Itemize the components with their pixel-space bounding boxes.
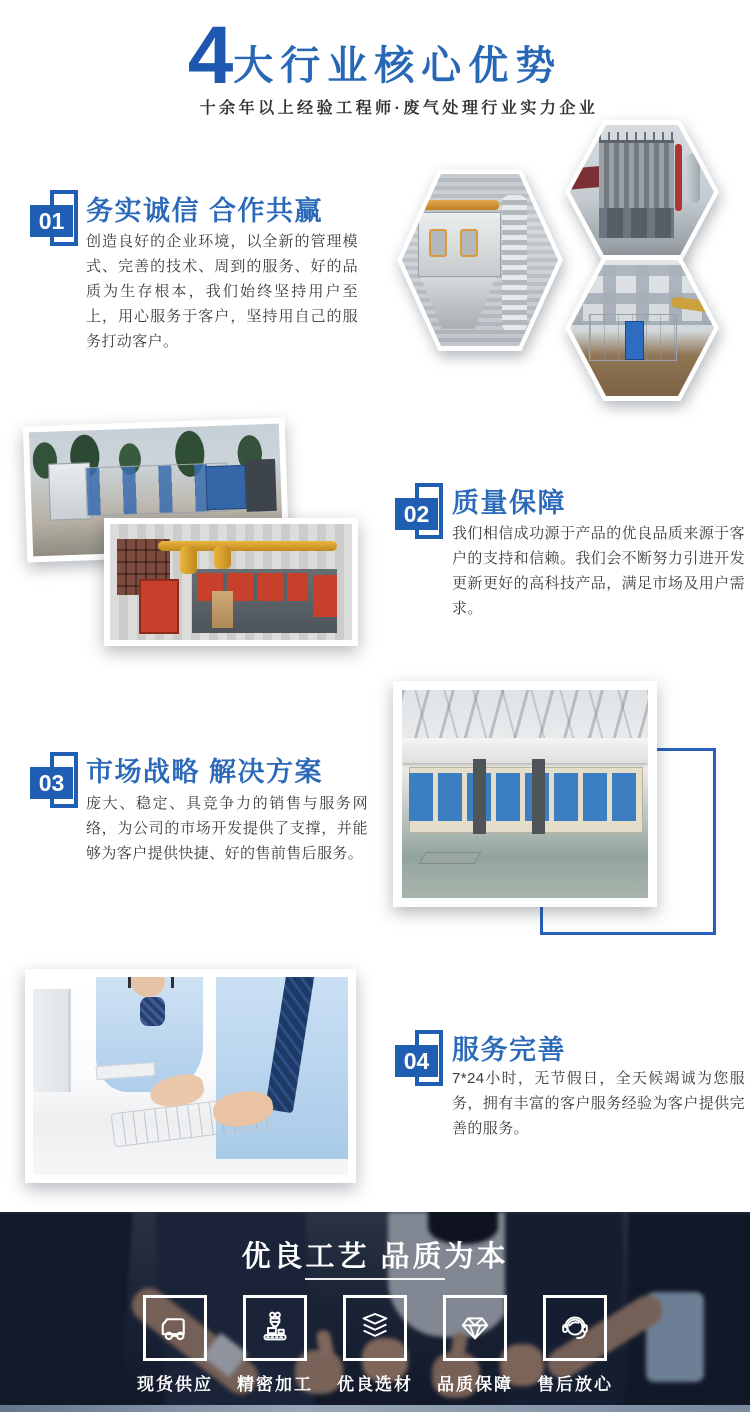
photo-customer-service <box>25 969 356 1183</box>
layers-icon <box>354 1307 396 1349</box>
photo-paint-booths <box>393 681 657 907</box>
section-body-4: 7*24小时，无节假日，全天候竭诚为您服务，拥有丰富的客户服务经验为客户提供完善的服务。 <box>452 1070 745 1137</box>
feature-quality-materials <box>325 1295 425 1395</box>
corrugated-duct <box>502 195 527 333</box>
feature-label: 品质保障 <box>437 1375 513 1394</box>
orange-pipe <box>408 200 498 210</box>
feature-label: 优良选材 <box>337 1375 413 1394</box>
feature-label: 售后放心 <box>537 1375 613 1394</box>
cardboard-box <box>212 591 234 628</box>
baghouse-body <box>599 140 674 211</box>
diamond-icon <box>454 1307 496 1349</box>
floor-grate <box>418 852 481 864</box>
inspection-window <box>429 229 447 257</box>
truck-icon <box>154 1307 196 1349</box>
hexagon-photo-baghouse <box>565 120 719 264</box>
red-panel-right <box>313 575 337 617</box>
inspection-window <box>460 229 478 257</box>
dark-unit <box>245 459 277 512</box>
feature-row <box>125 1295 625 1395</box>
pillar <box>532 759 544 834</box>
feature-precision-machining <box>225 1295 325 1395</box>
hexagon-photo-dust-collector <box>397 169 563 351</box>
dust-collector-scene <box>402 174 558 346</box>
badge-number: 03 <box>30 767 73 799</box>
badge-number: 02 <box>395 498 438 530</box>
header-big-number: 4 <box>187 9 234 101</box>
blue-filter-panels <box>409 773 640 821</box>
page-header <box>0 9 750 118</box>
section-title-1: 务实诚信 合作共赢 <box>86 196 324 226</box>
headset-icon <box>554 1307 596 1349</box>
monitor <box>33 989 71 1092</box>
feature-icon-box <box>543 1295 607 1361</box>
customer-service-scene <box>33 977 348 1175</box>
feature-icon-box <box>143 1295 207 1361</box>
catalytic-furnace-scene <box>110 524 352 640</box>
yellow-pipe-elbow <box>180 546 197 574</box>
red-pipe <box>675 144 682 211</box>
agent-headset <box>128 977 175 988</box>
feature-stock-supply <box>125 1295 225 1395</box>
section-body-1: 创造良好的企业环境，以全新的管理模式、完善的技术、周到的服务、好的品质为生存根本，我们始终坚持用户至上，用心服务于客户，坚持用自己的服务打动客户。 <box>86 233 358 350</box>
feature-icon-box <box>443 1295 507 1361</box>
feature-quality-guarantee <box>425 1295 525 1395</box>
section-body-3: 庞大、稳定、具竞争力的销售与服务网络，为公司的市场开发提供了支撑，并能够为客户提供快捷、好的售前售后服务。 <box>86 795 368 862</box>
hexagon-photo-outdoor-unit <box>565 255 719 401</box>
pillar <box>473 759 485 834</box>
machining-icon <box>254 1307 296 1349</box>
footer-banner <box>0 1212 750 1412</box>
header-title-row <box>0 9 750 101</box>
feature-after-sales <box>525 1295 625 1395</box>
feature-icon-box <box>243 1295 307 1361</box>
bottom-strip <box>0 1405 750 1412</box>
silver-pipe <box>685 154 699 202</box>
photo-catalytic-furnace <box>104 518 358 646</box>
agent-bow-tie <box>140 997 165 1027</box>
section-title-3: 市场战略 解决方案 <box>86 757 324 787</box>
page-subtitle: 十余年以上经验工程师·废气处理行业实力企业 <box>199 100 599 117</box>
blue-unit <box>205 465 246 511</box>
badge-number: 01 <box>30 205 73 237</box>
feature-icon-box <box>343 1295 407 1361</box>
support-legs <box>599 208 674 237</box>
feature-label: 现货供应 <box>137 1375 213 1394</box>
hexagon-frame <box>565 255 719 401</box>
page-title: 大行业核心优势 <box>233 44 563 88</box>
feature-label: 精密加工 <box>237 1375 313 1394</box>
paint-booth-scene <box>402 690 648 898</box>
hexagon-frame <box>565 120 719 264</box>
hexagon-frame <box>397 169 563 351</box>
section-title-4: 服务完善 <box>452 1035 566 1065</box>
blue-door <box>625 321 644 360</box>
outdoor-unit-scene <box>570 260 714 396</box>
footer-divider <box>305 1278 445 1280</box>
white-beam <box>402 738 648 763</box>
furnace-door <box>139 579 179 634</box>
badge-number: 04 <box>395 1045 438 1077</box>
section-body-2: 我们相信成功源于产品的优良品质来源于客户的支持和信赖。我们会不断努力引进开发更新更好的高科技产品，满足市场及用户需求。 <box>452 525 745 617</box>
yellow-pipe-elbow <box>214 546 231 569</box>
baghouse-scene <box>570 125 714 259</box>
section-title-2: 质量保障 <box>452 488 566 518</box>
footer-title: 优良工艺 品质为本 <box>241 1241 509 1273</box>
